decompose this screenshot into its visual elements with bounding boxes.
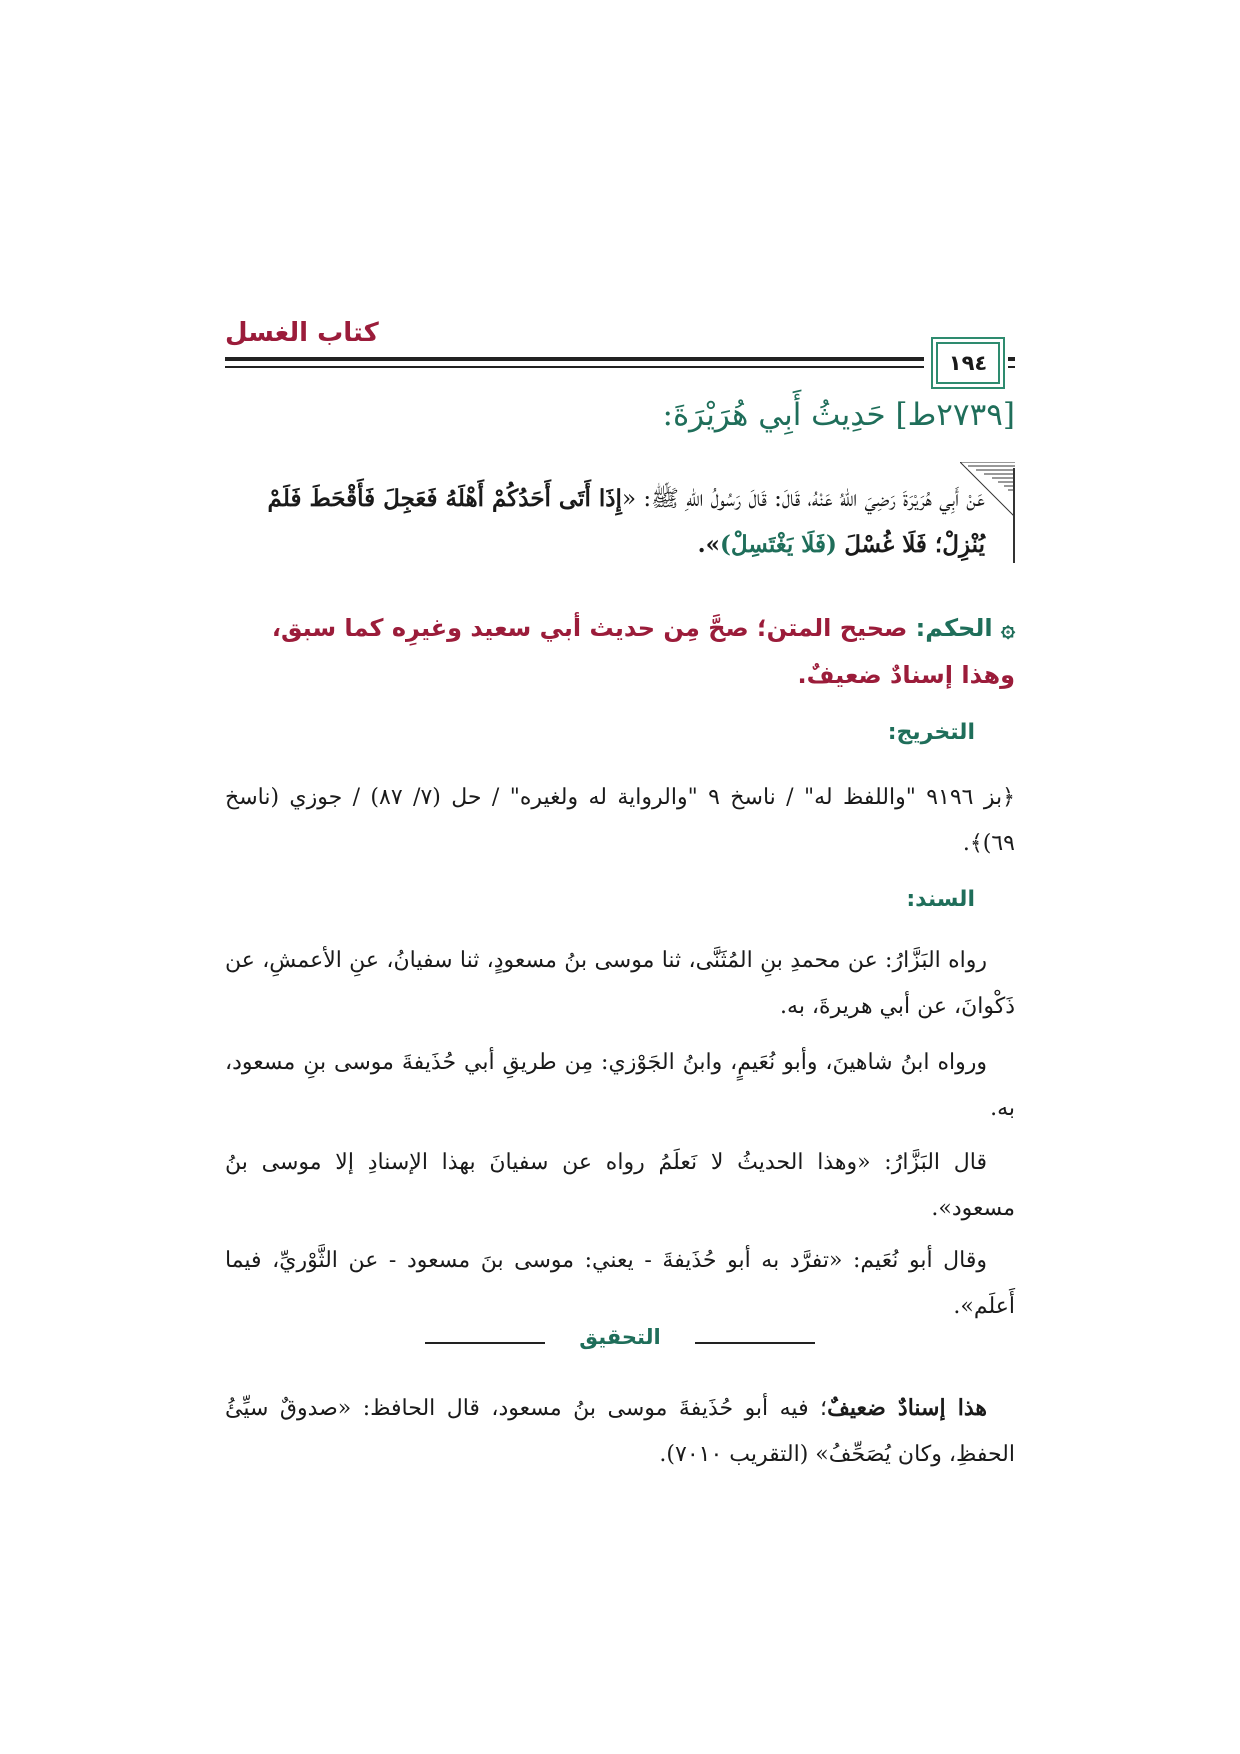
sanad-label: السند: xyxy=(906,887,975,912)
sanad-paragraph-1: رواه البَزَّارُ: عن محمدِ بنِ المُثَنَّى، ثنا موسى بنُ مسعودٍ، ثنا سفيانُ، عنِ الأعمشِ، عن ذَكْوانَ، عن أبي هريرةَ، به. xyxy=(225,948,1015,1019)
matn-end: ». xyxy=(697,531,721,558)
header-rule-thin xyxy=(225,366,1015,368)
page-number-badge xyxy=(936,342,1000,384)
sanad-paragraph-3: قال البَزَّارُ: «وهذا الحديثُ لا نَعلَمُ رواه عن سفيانَ بهذا الإسنادِ إلا موسى بنُ مسعود». xyxy=(225,1150,1015,1221)
page-number: ١٩٤ xyxy=(948,351,988,375)
hukm-block xyxy=(225,605,1015,699)
matn-qol: إِذَا أَتَى أَحَدُكُمْ أَهْلَهُ فَعَجِلَ فَأَقْحَطَ فَلَمْ يُنْزِلْ؛ فَلَا غُسْلَ xyxy=(267,485,985,558)
tahqiq-text: ؛ فيه أبو حُذَيفةَ موسى بنُ مسعود، قال الحافظ: «صدوقٌ سيِّئُ الحفظِ، وكان يُصَحِّفُ» (التقريب ٧٠١٠). xyxy=(225,1396,1015,1467)
hukm-text: صحيح المتن؛ صحَّ مِن حديث أبي سعيد وغيرِه كما سبق، وهذا إسنادٌ ضعيفٌ. xyxy=(271,614,1015,689)
takhrij-label: التخريج: xyxy=(887,720,975,745)
tahqiq-divider xyxy=(425,1325,815,1359)
header-rule-thick xyxy=(225,357,1015,361)
matn-extra: (فَلَا يَغْتَسِلْ) xyxy=(720,531,837,558)
matn-intro: عَنْ أَبِي هُرَيْرَةَ رَضِيَ اللهُ عَنْهُ، قَالَ: قَالَ رَسُولُ اللهِ ﷺ: « xyxy=(621,486,985,512)
flower-icon: ۞ xyxy=(1000,614,1015,642)
tahqiq-paragraph xyxy=(225,1385,1015,1478)
divider-line-left xyxy=(425,1342,545,1344)
takhrij-text: ﴿بز ٩١٩٦ "واللفظ له" / ناسخ ٩ "والرواية له ولغيره" / حل (٧/ ٨٧) / جوزي (ناسخ ٦٩)﴾. xyxy=(225,785,1016,856)
sanad-paragraph-2: ورواه ابنُ شاهينَ، وأبو نُعَيمٍ، وابنُ الجَوْزي: مِن طريقِ أبي حُذَيفةَ موسى بنِ مسعود، به. xyxy=(225,1050,1015,1121)
matn-text xyxy=(225,476,985,568)
hukm-label: الحكم: xyxy=(915,614,993,642)
sanad-paragraph-4: وقال أبو نُعَيم: «تفرَّد به أبو حُذَيفةَ - يعني: موسى بنَ مسعود - عن الثَّوْريِّ، فيما أَعلَم». xyxy=(225,1248,1015,1319)
book-title: كتاب الغسل xyxy=(225,318,379,348)
tahqiq-lead: هذا إسنادٌ ضعيفٌ xyxy=(827,1395,987,1421)
hadith-heading: [٢٧٣٩ط] حَدِيثُ أَبِي هُرَيْرَةَ: xyxy=(662,397,1015,433)
matn-side-rule xyxy=(1013,468,1015,563)
divider-line-right xyxy=(695,1342,815,1344)
tahqiq-title: التحقيق xyxy=(579,1325,661,1349)
